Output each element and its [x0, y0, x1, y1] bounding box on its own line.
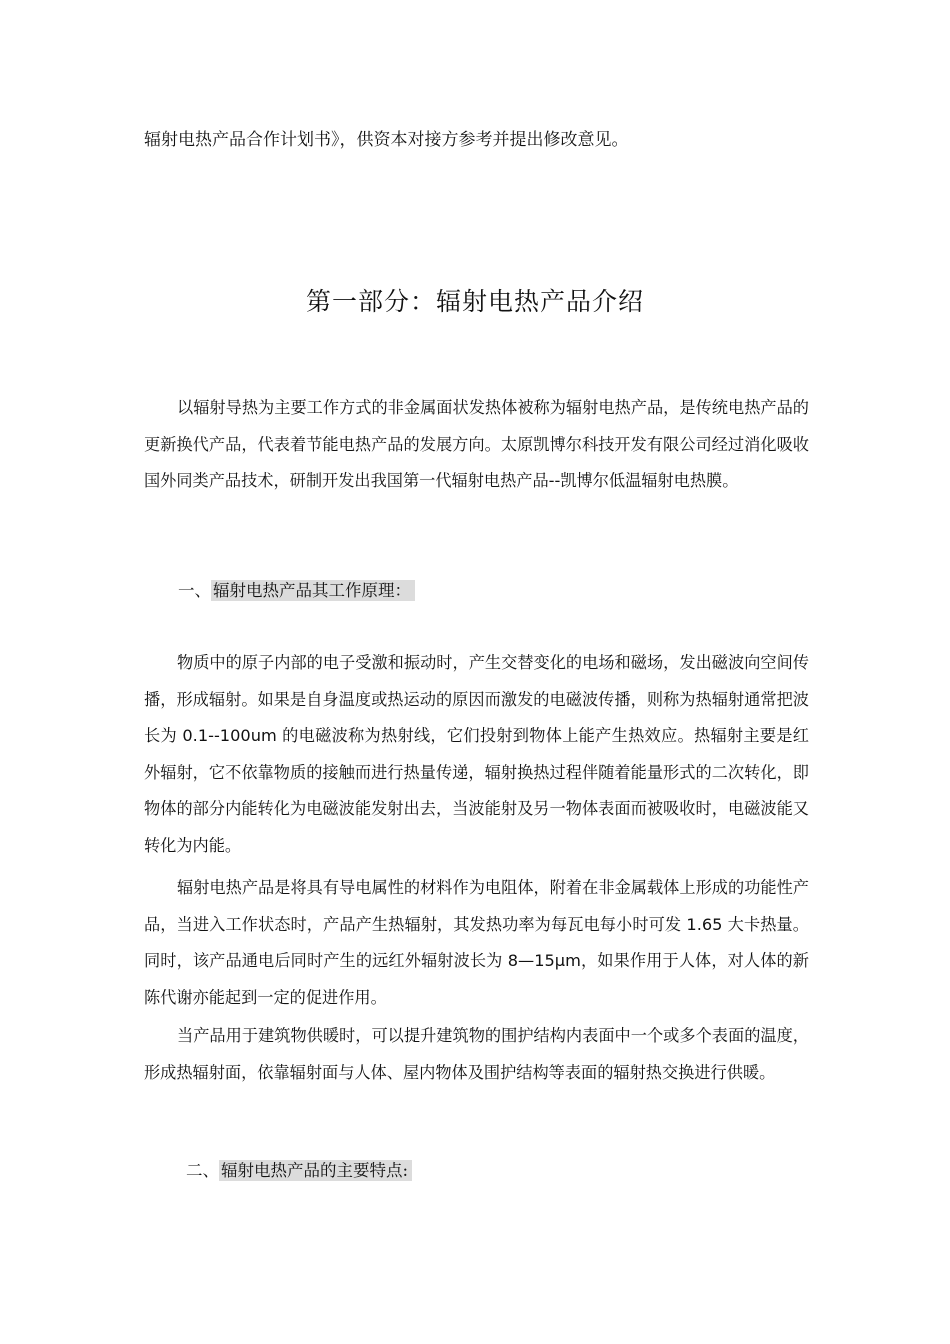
section-heading-1 — [178, 578, 415, 604]
section-title: 辐射电热产品的主要特点: — [219, 1160, 412, 1181]
part-title: 第一部分：辐射电热产品介绍 — [305, 287, 644, 316]
section-number: 一、 — [178, 581, 211, 600]
paragraph-principle: 物质中的原子内部的电子受激和振动时，产生交替变化的电场和磁场，发出磁波向空间传播，形成辐射。如果是自身温度或热运动的原因而激发的电磁波传播，则称为热辐射通常把波长为 0.1--100um 的电磁波称为热射线，它们投射到物体上能产生热效应。热辐射主要是红外辐射，它不依靠物质的接触而进行热量传递，辐射换热过程伴随着能量形式的二次转化，即物体的部分内能转化为电磁波能发射出去，当波能射及另一物体表面而被吸收时，电磁波能又转化为内能。 — [144, 653, 809, 855]
intro-line: 辐射电热产品合作计划书》，供资本对接方参考并提出修改意见。 — [144, 130, 629, 150]
section-title: 辐射电热产品其工作原理： — [211, 580, 415, 601]
section-number: 二、 — [186, 1161, 219, 1180]
section-heading-2 — [186, 1158, 412, 1184]
paragraph-product: 辐射电热产品是将具有导电属性的材料作为电阻体，附着在非金属载体上形成的功能性产品，当进入工作状态时，产品产生热辐射，其发热功率为每瓦电每小时可发 1.65 大卡热量。同时，该产品通电后同时产生的远红外辐射波长为 8—15μm，如果作用于人体，对人体的新陈代谢亦能起到一定的促进作用。 — [144, 878, 809, 1007]
paragraph-heating: 当产品用于建筑物供暖时，可以提升建筑物的围护结构内表面中一个或多个表面的温度，形成热辐射面，依靠辐射面与人体、屋内物体及围护结构等表面的辐射热交换进行供暖。 — [144, 1026, 809, 1082]
paragraph-intro: 以辐射导热为主要工作方式的非金属面状发热体被称为辐射电热产品，是传统电热产品的更新换代产品，代表着节能电热产品的发展方向。太原凯博尔科技开发有限公司经过消化吸收国外同类产品技术，研制开发出我国第一代辐射电热产品--凯博尔低温辐射电热膜。 — [144, 398, 809, 490]
